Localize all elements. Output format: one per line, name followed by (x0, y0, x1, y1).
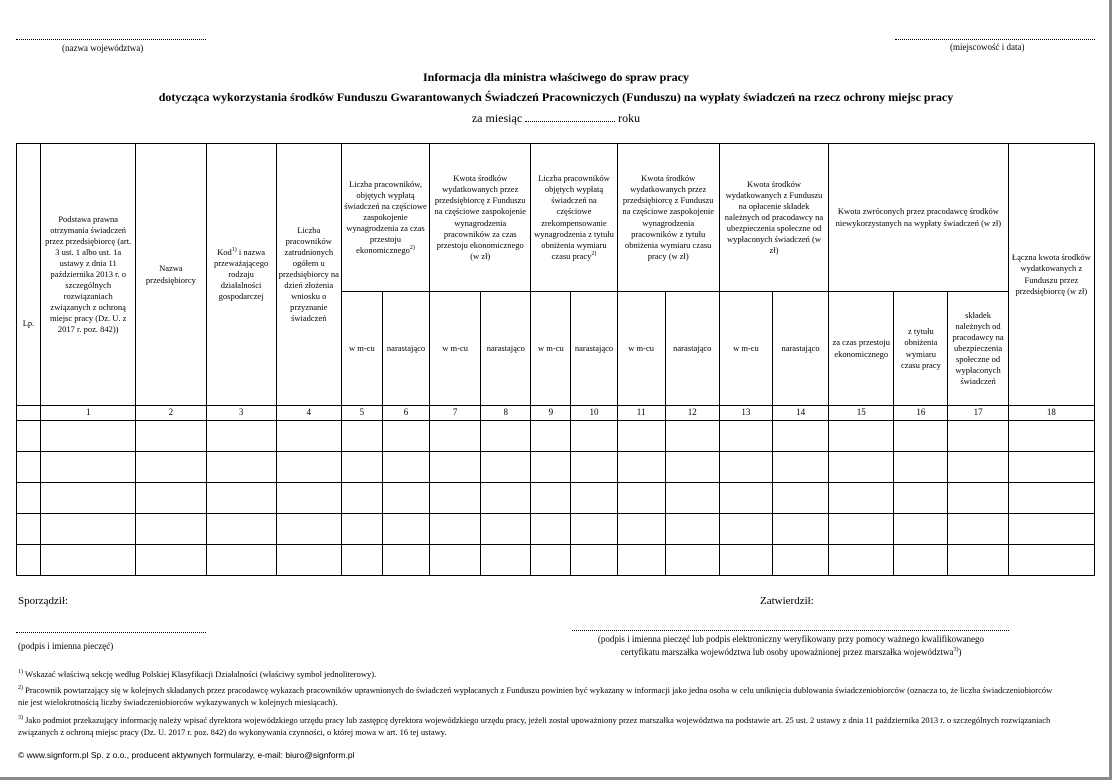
table-cell[interactable] (829, 513, 894, 544)
table-cell[interactable] (531, 451, 571, 482)
table-cell[interactable] (894, 544, 948, 575)
table-cell[interactable] (571, 513, 617, 544)
column-number-15: 15 (829, 406, 894, 421)
sub-cumulative: narastająco (481, 292, 531, 406)
sub-in-month: w m-cu (341, 292, 382, 406)
column-number-17: 17 (948, 406, 1008, 421)
column-number-18: 18 (1008, 406, 1094, 421)
table-cell[interactable] (829, 544, 894, 575)
table-cell[interactable] (136, 544, 206, 575)
sub-returned-reduced: z tytułu obniżenia wymiaru czasu pracy (894, 292, 948, 406)
table-cell[interactable] (1008, 420, 1094, 451)
table-cell[interactable] (617, 482, 665, 513)
table-cell[interactable] (17, 482, 41, 513)
sub-in-month: w m-cu (719, 292, 772, 406)
sub-returned-contributions: składek należnych od pracodawcy na ubezpieczenia społeczne od wypłaconych świadczeń (948, 292, 1008, 406)
column-number-row (17, 406, 1095, 421)
approved-label: Zatwierdził: (760, 595, 814, 607)
table-cell[interactable] (948, 513, 1008, 544)
table-cell[interactable] (382, 544, 429, 575)
column-number-0 (17, 406, 41, 421)
column-number-5: 5 (341, 406, 382, 421)
table-cell[interactable] (17, 544, 41, 575)
table-cell[interactable] (665, 544, 719, 575)
header-funds-downtime: Kwota środków wydatkowanych przez przedsiębiorcę z Funduszu na częściowe zaspokojenie wynagrodzenia pracowników za czas przestoju ekonomicznego (w zł) (430, 144, 531, 292)
table-cell[interactable] (341, 482, 382, 513)
table-cell[interactable] (829, 482, 894, 513)
column-number-6: 6 (382, 406, 429, 421)
sub-cumulative: narastająco (665, 292, 719, 406)
table-cell[interactable] (481, 513, 531, 544)
header-legal-basis: Podstawa prawna otrzymania świadczeń przez przedsiębiorcę (art. 3 ust. 1 albo ust. 1a ustawy z dnia 11 października 2013 r. o szczególnych rozwiązaniach związanych z ochroną miejsc pracy (Dz. U. z 2017 r. poz. 842)) (41, 144, 136, 406)
column-number-12: 12 (665, 406, 719, 421)
table-cell[interactable] (665, 482, 719, 513)
table-cell[interactable] (1008, 482, 1094, 513)
table-row (17, 513, 1095, 544)
approved-caption: (podpis i imienna pieczęć lub podpis elektroniczny weryfikowany przy pomocy ważnego kwalifikowanego certyfikatu marszałka województwa lub osoby upoważnionej przez marszałka województwa$^{3)}$) (597, 634, 985, 658)
table-cell[interactable] (1008, 544, 1094, 575)
table-row (17, 482, 1095, 513)
table-cell[interactable] (276, 513, 341, 544)
table-cell[interactable] (617, 544, 665, 575)
voivodeship-caption: (nazwa województwa) (62, 43, 144, 53)
table-row (17, 420, 1095, 451)
table-cell[interactable] (948, 451, 1008, 482)
table-cell[interactable] (341, 451, 382, 482)
table-cell[interactable] (136, 451, 206, 482)
table-cell[interactable] (571, 482, 617, 513)
table-cell[interactable] (531, 420, 571, 451)
table-cell[interactable] (276, 451, 341, 482)
table-cell[interactable] (773, 482, 829, 513)
table-cell[interactable] (948, 544, 1008, 575)
table-cell[interactable] (617, 420, 665, 451)
table-cell[interactable] (617, 513, 665, 544)
table-cell[interactable] (136, 513, 206, 544)
table-cell[interactable] (206, 420, 276, 451)
title-line-2: dotycząca wykorzystania środków Funduszu Gwarantowanych Świadczeń Pracowniczych (Funduszu) na wypłaty świadczeń na rzecz ochrony miejsc pracy (158, 90, 954, 104)
table-cell[interactable] (17, 420, 41, 451)
table-cell[interactable] (531, 482, 571, 513)
table-cell[interactable] (481, 482, 531, 513)
table-cell[interactable] (276, 544, 341, 575)
place-date-line (895, 39, 1095, 40)
sub-returned-downtime: za czas przestoju ekonomicznego (829, 292, 894, 406)
table-cell[interactable] (829, 451, 894, 482)
place-date-caption: (miejscowość i data) (950, 42, 1025, 52)
table-cell[interactable] (430, 420, 481, 451)
table-cell[interactable] (382, 482, 429, 513)
table-cell[interactable] (41, 513, 136, 544)
table-cell[interactable] (341, 513, 382, 544)
table-cell[interactable] (531, 544, 571, 575)
header-activity-code: Kod$^{1)}$ i nazwa przeważającego rodzaju działalności gospodarczej (206, 144, 276, 406)
table-cell[interactable] (948, 420, 1008, 451)
approved-line (572, 630, 1009, 631)
table-cell[interactable] (719, 451, 772, 482)
table-cell[interactable] (719, 544, 772, 575)
table-cell[interactable] (430, 513, 481, 544)
table-cell[interactable] (894, 513, 948, 544)
header-funds-reduced: Kwota środków wydatkowanych przez przedsiębiorcę z Funduszu na częściowe zaspokojenie wynagrodzenia pracowników z tytułu obniżenia wymiaru czasu pracy (w zł) (617, 144, 719, 292)
table-cell[interactable] (773, 513, 829, 544)
column-number-16: 16 (894, 406, 948, 421)
table-cell[interactable] (17, 513, 41, 544)
voivodeship-line (16, 39, 206, 40)
prepared-caption: (podpis i imienna pieczęć) (18, 641, 114, 651)
table-cell[interactable] (571, 451, 617, 482)
column-number-7: 7 (430, 406, 481, 421)
table-cell[interactable] (206, 482, 276, 513)
table-cell[interactable] (773, 420, 829, 451)
table-cell[interactable] (719, 420, 772, 451)
column-number-8: 8 (481, 406, 531, 421)
prepared-label: Sporządził: (18, 595, 69, 607)
sub-in-month: w m-cu (617, 292, 665, 406)
table-cell[interactable] (206, 513, 276, 544)
table-cell[interactable] (136, 420, 206, 451)
table-cell[interactable] (1008, 513, 1094, 544)
footnote-3: $^{3)}$ Jako podmiot przekazujący informację należy wpisać dyrektora wojewódzkiego urzędu pracy lub zastępcę dyrektora wojewódzkiego urzędu pracy, jeżeli został upoważniony przez marszałka województwa na podstawie art. 25 ust. 2 ustawy z dnia 11 października 2013 r. o szczególnych rozwiązaniach związanych z ochroną miejsc pracy (Dz. U. 2017 r. poz. 842) do wykonywania czynności, o której mowa w art. 16 tej ustawy. (18, 715, 1051, 738)
sub-in-month: w m-cu (531, 292, 571, 406)
table-cell[interactable] (341, 544, 382, 575)
table-cell[interactable] (17, 451, 41, 482)
report-table (16, 143, 1095, 576)
header-workers-covered: Liczba pracowników, objętych wypłatą świadczeń na częściowe zaspokojenie wynagrodzenia za czas przestoju ekonomicznego$^{2)}$ (341, 144, 429, 292)
table-row (17, 451, 1095, 482)
table-cell[interactable] (382, 513, 429, 544)
table-cell[interactable] (341, 420, 382, 451)
table-cell[interactable] (430, 482, 481, 513)
table-cell[interactable] (894, 420, 948, 451)
table-cell[interactable] (136, 482, 206, 513)
table-cell[interactable] (665, 451, 719, 482)
table-cell[interactable] (206, 451, 276, 482)
month-field[interactable] (525, 112, 615, 122)
table-cell[interactable] (1008, 451, 1094, 482)
table-cell[interactable] (430, 544, 481, 575)
column-number-4: 4 (276, 406, 341, 421)
table-cell[interactable] (948, 482, 1008, 513)
column-number-2: 2 (136, 406, 206, 421)
header-total: Łączna kwota środków wydatkowanych z Funduszu przez przedsiębiorcę (w zł) (1008, 144, 1094, 406)
sub-in-month: w m-cu (430, 292, 481, 406)
table-cell[interactable] (481, 451, 531, 482)
sub-cumulative: narastającо (571, 292, 617, 406)
header-lp: Lp. (17, 144, 41, 406)
column-number-10: 10 (571, 406, 617, 421)
footer-copyright: © www.signform.pl Sp. z o.o., producent aktywnych formularzy, e-mail: biuro@signform.pl (18, 750, 355, 760)
title-line-1: Informacja dla ministra właściwego do spraw pracy (423, 70, 689, 84)
table-cell[interactable] (382, 420, 429, 451)
table-cell[interactable] (894, 482, 948, 513)
month-prefix: za miesiąc (471, 111, 523, 125)
table-cell[interactable] (481, 544, 531, 575)
table-cell[interactable] (206, 544, 276, 575)
column-number-13: 13 (719, 406, 772, 421)
header-returned: Kwota zwróconych przez pracodawcę środków niewykorzystanych na wypłaty świadczeń (w zł) (829, 144, 1009, 292)
header-workers-reduced: Liczba pracowników objętych wypłatą świadczeń na częściowe zrekompensowanie wynagrodzenia z tytułu obniżenia wymiaru czasu pracy$^{2)}$ (531, 144, 617, 292)
table-cell[interactable] (41, 482, 136, 513)
column-number-9: 9 (531, 406, 571, 421)
column-number-14: 14 (773, 406, 829, 421)
column-number-3: 3 (206, 406, 276, 421)
column-number-1: 1 (41, 406, 136, 421)
table-row (17, 544, 1095, 575)
table-cell[interactable] (276, 482, 341, 513)
table-cell[interactable] (382, 451, 429, 482)
sub-cumulative: narastającо (382, 292, 429, 406)
header-company-name: Nazwa przedsiębiorcy (136, 144, 206, 406)
title-month (0, 111, 1112, 126)
footnote-1: $^{1)}$ Wskazać właściwą sekcję według Polskiej Klasyfikacji Działalności (właściwy symbol jednoliterowy). (18, 669, 377, 679)
table-cell[interactable] (665, 420, 719, 451)
table-cell[interactable] (617, 451, 665, 482)
table-cell[interactable] (773, 544, 829, 575)
table-cell[interactable] (41, 420, 136, 451)
prepared-line (16, 632, 206, 633)
table-cell[interactable] (430, 451, 481, 482)
table-cell[interactable] (719, 513, 772, 544)
table-cell[interactable] (829, 420, 894, 451)
column-number-11: 11 (617, 406, 665, 421)
header-employees: Liczba pracowników zatrudnionych ogółem u przedsiębiorcy na dzień złożenia wniosku o przyznanie świadczeń (276, 144, 341, 406)
month-suffix: roku (618, 111, 641, 125)
table-cell[interactable] (894, 451, 948, 482)
table-cell[interactable] (531, 513, 571, 544)
footnote-2: $^{2)}$ Pracownik powtarzający się w kolejnych składanych przez pracodawcę wykazach pracowników uprawnionych do świadczeń wypłacanych z Funduszu powinien być wykazany w informacji jako jedna osoba w celu uniknięcia dublowania świadczeniobiorców (oznacza to, że liczba świadczeniobiorców nie jest wielokrotnością liczby świadczeniobiorców wykazywanych w kolejnych miesiącach). (18, 685, 1053, 708)
table-cell[interactable] (276, 420, 341, 451)
table-cell[interactable] (773, 451, 829, 482)
table-cell[interactable] (481, 420, 531, 451)
header-funds-contributions: Kwota środków wydatkowanych z Funduszu na opłacenie składek należnych od pracodawcy na ubezpieczenia społeczne od wypłaconych świadczeń (w zł) (719, 144, 828, 292)
table-cell[interactable] (41, 451, 136, 482)
table-cell[interactable] (571, 544, 617, 575)
table-cell[interactable] (571, 420, 617, 451)
table-cell[interactable] (665, 513, 719, 544)
table-cell[interactable] (41, 544, 136, 575)
sub-cumulative: narastająco (773, 292, 829, 406)
table-cell[interactable] (719, 482, 772, 513)
